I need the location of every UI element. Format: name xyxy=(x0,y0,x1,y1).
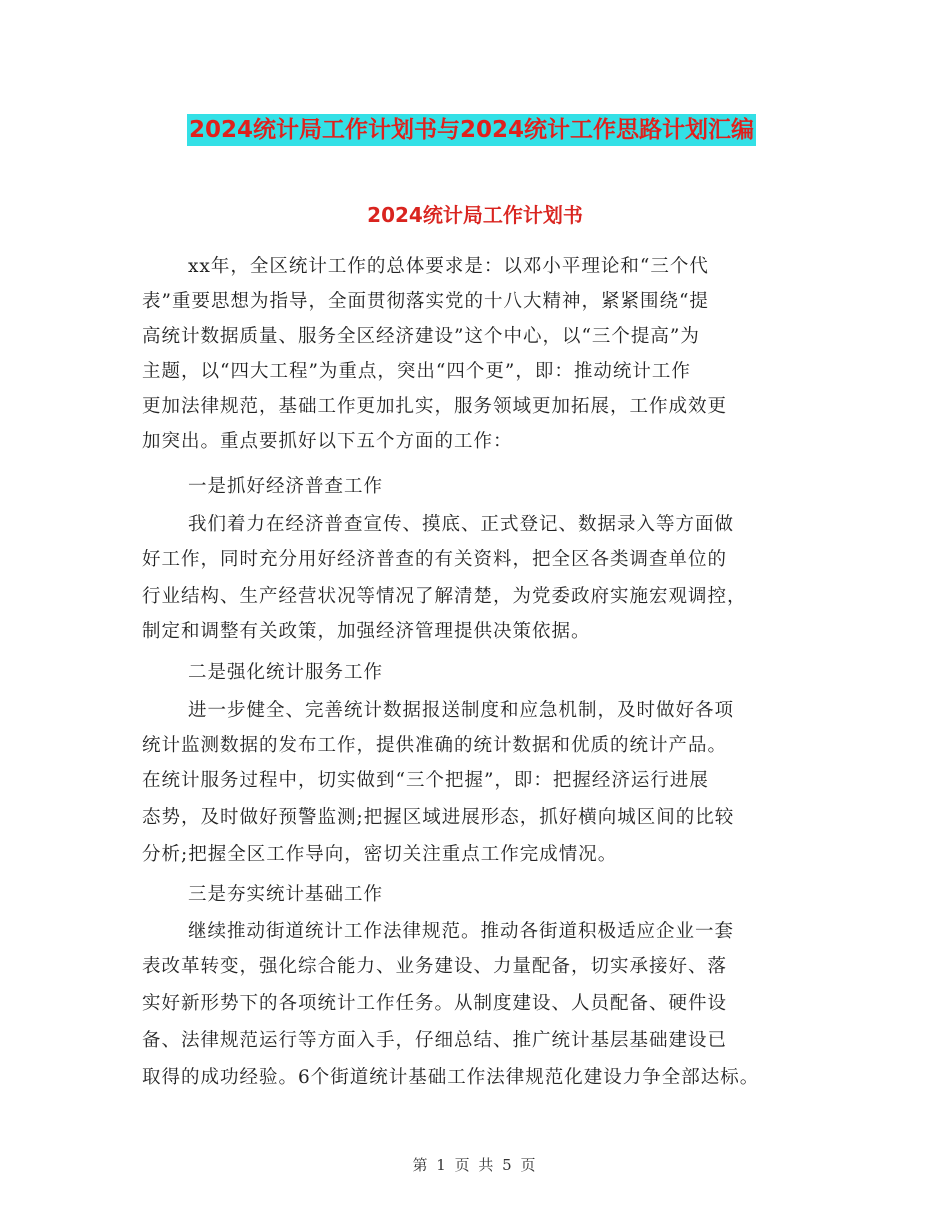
text-line: 实好新形势下的各项统计工作任务。从制度建设、人员配备、硬件设 xyxy=(142,993,728,1014)
text-line: 取得的成功经验。6个街道统计基础工作法律规范化建设力争全部达标。 xyxy=(142,1067,760,1088)
text-line: 行业结构、生产经营状况等情况了解清楚，为党委政府实施宏观调控， xyxy=(142,586,747,607)
text-line: 主题，以“四大工程”为重点，突出“四个更”，即：推动统计工作 xyxy=(142,361,691,382)
text-line: 表改革转变，强化综合能力、业务建设、力量配备，切实承接好、落 xyxy=(142,956,728,977)
page-number: 第 1 页 共 5 页 xyxy=(412,1156,538,1174)
text-line: 我们着力在经济普查宣传、摸底、正式登记、数据录入等方面做 xyxy=(188,514,735,535)
text-line: 在统计服务过程中，切实做到“三个把握”，即：把握经济运行进展 xyxy=(142,770,709,791)
text-line: 更加法律规范，基础工作更加扎实，服务领域更加拓展，工作成效更 xyxy=(142,396,728,417)
section-heading: 一是抓好经济普查工作 xyxy=(188,476,384,497)
text-line: 态势，及时做好预警监测;把握区域进展形态，抓好横向城区间的比较 xyxy=(142,807,735,828)
text-line: 好工作，同时充分用好经济普查的有关资料，把全区各类调查单位的 xyxy=(142,549,728,570)
text-line: 备、法律规范运行等方面入手，仔细总结、推广统计基层基础建设已 xyxy=(142,1030,728,1051)
section-heading: 二是强化统计服务工作 xyxy=(188,662,384,683)
section-title: 2024统计局工作计划书 xyxy=(367,203,583,227)
text-line: 加突出。重点要抓好以下五个方面的工作： xyxy=(142,431,513,452)
text-line: xx年，全区统计工作的总体要求是：以邓小平理论和“三个代 xyxy=(188,256,709,277)
text-line: 制定和调整有关政策，加强经济管理提供决策依据。 xyxy=(142,621,591,642)
text-line: 分析;把握全区工作导向，密切关注重点工作完成情况。 xyxy=(142,844,618,865)
text-line: 继续推动街道统计工作法律规范。推动各街道积极适应企业一套 xyxy=(188,921,735,942)
document-main-title: 2024统计局工作计划书与2024统计工作思路计划汇编 xyxy=(187,114,756,146)
text-line: 高统计数据质量、服务全区经济建设”这个中心，以“三个提高”为 xyxy=(142,326,700,347)
section-heading: 三是夯实统计基础工作 xyxy=(188,884,384,905)
text-line: 表”重要思想为指导，全面贯彻落实党的十八大精神，紧紧围绕“提 xyxy=(142,291,709,312)
text-line: 进一步健全、完善统计数据报送制度和应急机制，及时做好各项 xyxy=(188,700,735,721)
text-line: 统计监测数据的发布工作，提供准确的统计数据和优质的统计产品。 xyxy=(142,735,728,756)
